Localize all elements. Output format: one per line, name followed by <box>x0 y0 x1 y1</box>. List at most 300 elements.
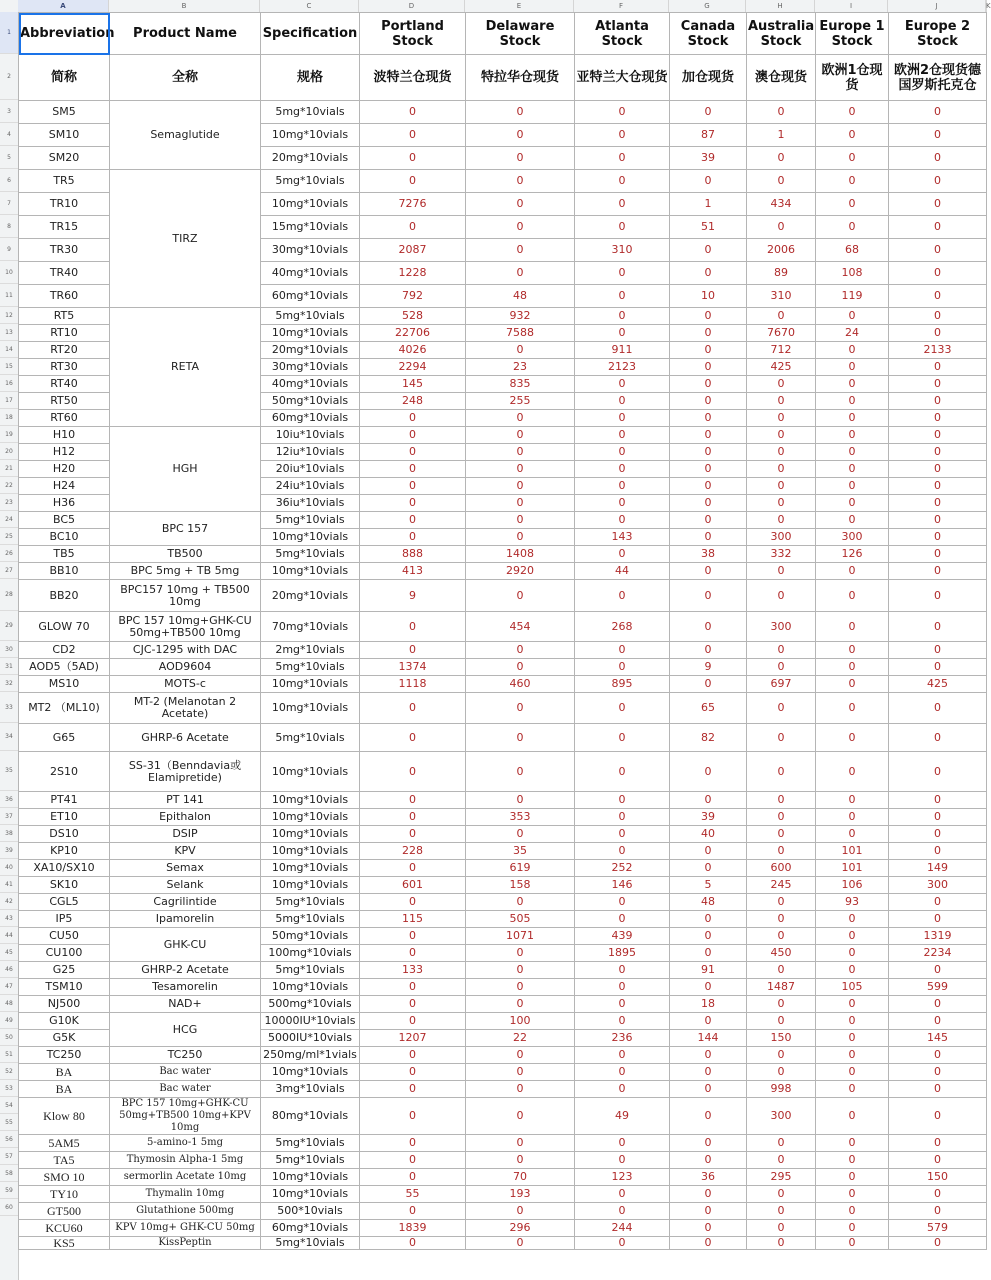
stock-cell-europe2[interactable]: 0 <box>889 546 987 563</box>
stock-cell-atlanta[interactable]: 0 <box>575 1186 670 1203</box>
product-cell[interactable]: PT 141 <box>110 792 261 809</box>
stock-cell-atlanta[interactable]: 0 <box>575 894 670 911</box>
abbr-cell[interactable]: G5K <box>19 1030 110 1047</box>
abbr-cell[interactable]: DS10 <box>19 826 110 843</box>
row-number[interactable]: 13 <box>0 324 18 341</box>
product-cell[interactable]: Tesamorelin <box>110 979 261 996</box>
stock-cell-delaware[interactable]: 0 <box>466 239 575 262</box>
row-number[interactable]: 22 <box>0 477 18 494</box>
abbr-cell[interactable]: RT30 <box>19 359 110 376</box>
row-number[interactable]: 20 <box>0 443 18 460</box>
stock-cell-atlanta[interactable]: 0 <box>575 809 670 826</box>
stock-cell-canada[interactable]: 0 <box>670 1203 747 1220</box>
abbr-cell[interactable]: TR10 <box>19 193 110 216</box>
product-cell[interactable]: Bac water <box>110 1064 261 1081</box>
stock-cell-australia[interactable]: 300 <box>747 1098 816 1135</box>
stock-cell-atlanta[interactable]: 0 <box>575 996 670 1013</box>
stock-cell-europe1[interactable]: 0 <box>816 911 889 928</box>
product-cell[interactable]: KPV 10mg+ GHK-CU 50mg <box>110 1220 261 1237</box>
stock-cell-canada[interactable]: 0 <box>670 262 747 285</box>
stock-cell-atlanta[interactable]: 0 <box>575 495 670 512</box>
stock-cell-portland[interactable]: 0 <box>360 1064 466 1081</box>
stock-cell-australia[interactable]: 7670 <box>747 325 816 342</box>
abbr-cell[interactable]: BA <box>19 1081 110 1098</box>
stock-cell-canada[interactable]: 0 <box>670 376 747 393</box>
stock-cell-portland[interactable]: 0 <box>360 1237 466 1250</box>
stock-cell-canada[interactable]: 0 <box>670 843 747 860</box>
stock-cell-europe2[interactable]: 0 <box>889 724 987 752</box>
header-delaware[interactable]: Delaware Stock <box>466 13 575 55</box>
stock-cell-australia[interactable]: 0 <box>747 693 816 724</box>
row-number[interactable]: 28 <box>0 579 18 611</box>
stock-cell-europe2[interactable]: 0 <box>889 894 987 911</box>
stock-cell-australia[interactable]: 0 <box>747 1047 816 1064</box>
stock-cell-europe2[interactable]: 0 <box>889 809 987 826</box>
stock-cell-europe2[interactable]: 300 <box>889 877 987 894</box>
spec-cell[interactable]: 10mg*10vials <box>261 1169 360 1186</box>
stock-cell-portland[interactable]: 528 <box>360 308 466 325</box>
abbr-cell[interactable]: AOD5（5AD) <box>19 659 110 676</box>
spec-cell[interactable]: 50mg*10vials <box>261 393 360 410</box>
column-header-E[interactable]: E <box>465 0 574 12</box>
stock-cell-australia[interactable]: 0 <box>747 563 816 580</box>
column-header-J[interactable]: J <box>888 0 986 12</box>
stock-cell-delaware[interactable]: 7588 <box>466 325 575 342</box>
stock-cell-australia[interactable]: 425 <box>747 359 816 376</box>
row-number[interactable]: 30 <box>0 641 18 658</box>
row-number[interactable]: 4 <box>0 123 18 146</box>
abbr-cell[interactable]: TA5 <box>19 1152 110 1169</box>
stock-cell-canada[interactable]: 0 <box>670 1152 747 1169</box>
stock-cell-canada[interactable]: 0 <box>670 1186 747 1203</box>
product-cell[interactable]: SS-31（Benndavia或 Elamipretide) <box>110 752 261 792</box>
stock-cell-atlanta[interactable]: 1895 <box>575 945 670 962</box>
stock-cell-canada[interactable]: 0 <box>670 427 747 444</box>
stock-cell-australia[interactable]: 0 <box>747 724 816 752</box>
spec-cell[interactable]: 5mg*10vials <box>261 1237 360 1250</box>
row-number[interactable]: 9 <box>0 238 18 261</box>
stock-cell-australia[interactable]: 0 <box>747 894 816 911</box>
product-cell[interactable]: GHK-CU <box>110 928 261 962</box>
stock-cell-europe1[interactable]: 0 <box>816 1013 889 1030</box>
row-number[interactable]: 7 <box>0 192 18 215</box>
stock-cell-delaware[interactable]: 0 <box>466 147 575 170</box>
header-abbr[interactable]: Abbreviation <box>19 13 110 55</box>
stock-cell-europe2[interactable]: 150 <box>889 1169 987 1186</box>
row-number[interactable]: 5 <box>0 146 18 169</box>
stock-cell-australia[interactable]: 0 <box>747 1135 816 1152</box>
product-cell[interactable]: GHRP-2 Acetate <box>110 962 261 979</box>
abbr-cell[interactable]: SMO 10 <box>19 1169 110 1186</box>
product-cell[interactable]: Epithalon <box>110 809 261 826</box>
stock-cell-canada[interactable]: 0 <box>670 1220 747 1237</box>
product-cell[interactable]: GHRP-6 Acetate <box>110 724 261 752</box>
stock-cell-europe2[interactable]: 0 <box>889 826 987 843</box>
stock-cell-europe2[interactable]: 0 <box>889 285 987 308</box>
stock-cell-australia[interactable]: 0 <box>747 809 816 826</box>
product-cell[interactable]: TIRZ <box>110 170 261 308</box>
stock-cell-canada[interactable]: 0 <box>670 1098 747 1135</box>
stock-cell-portland[interactable]: 0 <box>360 860 466 877</box>
stock-cell-atlanta[interactable]: 0 <box>575 170 670 193</box>
stock-cell-europe2[interactable]: 0 <box>889 1203 987 1220</box>
stock-cell-atlanta[interactable]: 0 <box>575 826 670 843</box>
stock-cell-europe1[interactable]: 0 <box>816 1169 889 1186</box>
stock-cell-europe1[interactable]: 0 <box>816 1081 889 1098</box>
stock-cell-europe2[interactable]: 0 <box>889 642 987 659</box>
stock-cell-europe1[interactable]: 0 <box>816 1186 889 1203</box>
stock-cell-canada[interactable]: 51 <box>670 216 747 239</box>
stock-cell-europe2[interactable]: 425 <box>889 676 987 693</box>
abbr-cell[interactable]: TSM10 <box>19 979 110 996</box>
stock-cell-atlanta[interactable]: 310 <box>575 239 670 262</box>
stock-cell-australia[interactable]: 0 <box>747 478 816 495</box>
stock-cell-atlanta[interactable]: 0 <box>575 1135 670 1152</box>
stock-cell-canada[interactable]: 0 <box>670 325 747 342</box>
stock-cell-canada[interactable]: 0 <box>670 1135 747 1152</box>
row-number[interactable]: 47 <box>0 978 18 995</box>
stock-cell-australia[interactable]: 0 <box>747 1220 816 1237</box>
abbr-cell[interactable]: PT41 <box>19 792 110 809</box>
stock-cell-portland[interactable]: 228 <box>360 843 466 860</box>
stock-cell-delaware[interactable]: 0 <box>466 101 575 124</box>
product-cell[interactable]: BPC 157 <box>110 512 261 546</box>
row-number[interactable]: 34 <box>0 723 18 751</box>
row-number[interactable]: 12 <box>0 307 18 324</box>
stock-cell-atlanta[interactable]: 123 <box>575 1169 670 1186</box>
stock-cell-europe2[interactable]: 0 <box>889 124 987 147</box>
stock-cell-delaware[interactable]: 0 <box>466 262 575 285</box>
stock-cell-europe2[interactable]: 0 <box>889 996 987 1013</box>
stock-cell-delaware[interactable]: 255 <box>466 393 575 410</box>
stock-cell-australia[interactable]: 0 <box>747 308 816 325</box>
stock-cell-europe1[interactable]: 0 <box>816 752 889 792</box>
abbr-cell[interactable]: BB10 <box>19 563 110 580</box>
stock-cell-europe2[interactable]: 0 <box>889 1098 987 1135</box>
stock-cell-europe2[interactable]: 0 <box>889 376 987 393</box>
abbr-cell[interactable]: GLOW 70 <box>19 612 110 642</box>
abbr-cell[interactable]: BC5 <box>19 512 110 529</box>
spec-cell[interactable]: 100mg*10vials <box>261 945 360 962</box>
product-cell[interactable]: HCG <box>110 1013 261 1047</box>
stock-cell-europe2[interactable]: 0 <box>889 170 987 193</box>
stock-cell-canada[interactable]: 0 <box>670 612 747 642</box>
stock-cell-europe2[interactable]: 0 <box>889 410 987 427</box>
stock-cell-europe2[interactable]: 0 <box>889 563 987 580</box>
stock-cell-europe2[interactable]: 0 <box>889 1064 987 1081</box>
header-cn-delaware[interactable]: 特拉华仓现货 <box>466 55 575 101</box>
stock-cell-europe2[interactable]: 0 <box>889 529 987 546</box>
row-number[interactable]: 37 <box>0 808 18 825</box>
stock-cell-atlanta[interactable]: 0 <box>575 101 670 124</box>
stock-cell-atlanta[interactable]: 0 <box>575 693 670 724</box>
stock-cell-australia[interactable]: 0 <box>747 1203 816 1220</box>
product-cell[interactable]: TC250 <box>110 1047 261 1064</box>
stock-cell-atlanta[interactable]: 0 <box>575 461 670 478</box>
stock-cell-portland[interactable]: 0 <box>360 461 466 478</box>
stock-cell-europe1[interactable]: 108 <box>816 262 889 285</box>
header-cn-europe2[interactable]: 欧洲2仓现货德国罗斯托克仓 <box>889 55 987 101</box>
stock-cell-delaware[interactable]: 0 <box>466 659 575 676</box>
column-header-I[interactable]: I <box>815 0 888 12</box>
spec-cell[interactable]: 3mg*10vials <box>261 1081 360 1098</box>
stock-cell-delaware[interactable]: 100 <box>466 1013 575 1030</box>
stock-cell-portland[interactable]: 601 <box>360 877 466 894</box>
stock-cell-delaware[interactable]: 0 <box>466 495 575 512</box>
stock-cell-delaware[interactable]: 0 <box>466 945 575 962</box>
spec-cell[interactable]: 15mg*10vials <box>261 216 360 239</box>
spec-cell[interactable]: 50mg*10vials <box>261 928 360 945</box>
stock-cell-delaware[interactable]: 0 <box>466 996 575 1013</box>
product-cell[interactable]: DSIP <box>110 826 261 843</box>
header-canada[interactable]: Canada Stock <box>670 13 747 55</box>
stock-cell-europe1[interactable]: 0 <box>816 809 889 826</box>
stock-cell-canada[interactable]: 39 <box>670 809 747 826</box>
row-number[interactable]: 19 <box>0 426 18 443</box>
stock-cell-portland[interactable]: 413 <box>360 563 466 580</box>
stock-cell-delaware[interactable]: 0 <box>466 410 575 427</box>
stock-cell-europe2[interactable]: 0 <box>889 512 987 529</box>
stock-cell-australia[interactable]: 1 <box>747 124 816 147</box>
stock-cell-canada[interactable]: 9 <box>670 659 747 676</box>
stock-cell-europe1[interactable]: 93 <box>816 894 889 911</box>
stock-cell-delaware[interactable]: 2920 <box>466 563 575 580</box>
stock-cell-canada[interactable]: 0 <box>670 444 747 461</box>
spec-cell[interactable]: 10mg*10vials <box>261 979 360 996</box>
spec-cell[interactable]: 10000IU*10vials <box>261 1013 360 1030</box>
product-cell[interactable]: Semax <box>110 860 261 877</box>
stock-cell-portland[interactable]: 9 <box>360 580 466 612</box>
stock-cell-delaware[interactable]: 1408 <box>466 546 575 563</box>
abbr-cell[interactable]: 5AM5 <box>19 1135 110 1152</box>
abbr-cell[interactable]: CU50 <box>19 928 110 945</box>
stock-cell-canada[interactable]: 0 <box>670 928 747 945</box>
row-number[interactable]: 59 <box>0 1182 18 1199</box>
stock-cell-delaware[interactable]: 0 <box>466 216 575 239</box>
stock-cell-portland[interactable]: 0 <box>360 792 466 809</box>
spec-cell[interactable]: 10mg*10vials <box>261 843 360 860</box>
stock-cell-atlanta[interactable]: 911 <box>575 342 670 359</box>
stock-cell-europe1[interactable]: 0 <box>816 826 889 843</box>
stock-cell-atlanta[interactable]: 244 <box>575 1220 670 1237</box>
stock-cell-australia[interactable]: 0 <box>747 1186 816 1203</box>
stock-cell-europe1[interactable]: 0 <box>816 996 889 1013</box>
stock-cell-europe2[interactable]: 0 <box>889 612 987 642</box>
spec-cell[interactable]: 10mg*10vials <box>261 809 360 826</box>
stock-cell-atlanta[interactable]: 0 <box>575 512 670 529</box>
stock-cell-portland[interactable]: 0 <box>360 170 466 193</box>
spec-cell[interactable]: 5mg*10vials <box>261 1152 360 1169</box>
abbr-cell[interactable]: 2S10 <box>19 752 110 792</box>
stock-cell-portland[interactable]: 0 <box>360 826 466 843</box>
abbr-cell[interactable]: MT2 （ML10) <box>19 693 110 724</box>
column-header-G[interactable]: G <box>669 0 746 12</box>
spec-cell[interactable]: 500mg*10vials <box>261 996 360 1013</box>
stock-cell-portland[interactable]: 0 <box>360 216 466 239</box>
header-cn-atlanta[interactable]: 亚特兰大仓现货 <box>575 55 670 101</box>
stock-cell-australia[interactable]: 0 <box>747 410 816 427</box>
row-number[interactable]: 3 <box>0 100 18 123</box>
stock-cell-portland[interactable]: 0 <box>360 642 466 659</box>
stock-cell-portland[interactable]: 0 <box>360 147 466 170</box>
stock-cell-europe2[interactable]: 0 <box>889 1135 987 1152</box>
spec-cell[interactable]: 10mg*10vials <box>261 877 360 894</box>
stock-cell-canada[interactable]: 0 <box>670 860 747 877</box>
stock-cell-atlanta[interactable]: 252 <box>575 860 670 877</box>
stock-cell-delaware[interactable]: 0 <box>466 478 575 495</box>
stock-cell-australia[interactable]: 0 <box>747 1013 816 1030</box>
row-number[interactable]: 8 <box>0 215 18 238</box>
abbr-cell[interactable]: BB20 <box>19 580 110 612</box>
stock-cell-australia[interactable]: 300 <box>747 612 816 642</box>
stock-cell-portland[interactable]: 0 <box>360 1098 466 1135</box>
product-cell[interactable]: Ipamorelin <box>110 911 261 928</box>
stock-cell-atlanta[interactable]: 143 <box>575 529 670 546</box>
stock-cell-atlanta[interactable]: 0 <box>575 308 670 325</box>
stock-cell-delaware[interactable]: 0 <box>466 1047 575 1064</box>
stock-cell-canada[interactable]: 65 <box>670 693 747 724</box>
stock-cell-europe2[interactable]: 0 <box>889 1237 987 1250</box>
stock-cell-canada[interactable]: 0 <box>670 170 747 193</box>
spec-cell[interactable]: 5mg*10vials <box>261 962 360 979</box>
stock-cell-delaware[interactable]: 0 <box>466 642 575 659</box>
product-cell[interactable]: Bac water <box>110 1081 261 1098</box>
abbr-cell[interactable]: TR40 <box>19 262 110 285</box>
stock-cell-portland[interactable]: 0 <box>360 693 466 724</box>
abbr-cell[interactable]: RT60 <box>19 410 110 427</box>
stock-cell-portland[interactable]: 0 <box>360 124 466 147</box>
header-europe2[interactable]: Europe 2 Stock <box>889 13 987 55</box>
row-number[interactable]: 35 <box>0 751 18 791</box>
stock-cell-atlanta[interactable]: 0 <box>575 1047 670 1064</box>
stock-cell-atlanta[interactable]: 0 <box>575 325 670 342</box>
stock-cell-australia[interactable]: 450 <box>747 945 816 962</box>
row-number[interactable]: 51 <box>0 1046 18 1063</box>
stock-cell-delaware[interactable]: 0 <box>466 461 575 478</box>
spec-cell[interactable]: 10mg*10vials <box>261 676 360 693</box>
row-number[interactable]: 6 <box>0 169 18 192</box>
stock-cell-canada[interactable]: 0 <box>670 461 747 478</box>
stock-cell-europe2[interactable]: 0 <box>889 1152 987 1169</box>
stock-cell-delaware[interactable]: 0 <box>466 752 575 792</box>
spec-cell[interactable]: 10mg*10vials <box>261 325 360 342</box>
stock-cell-delaware[interactable]: 0 <box>466 170 575 193</box>
stock-cell-canada[interactable]: 0 <box>670 563 747 580</box>
stock-cell-portland[interactable]: 0 <box>360 1081 466 1098</box>
stock-cell-atlanta[interactable]: 0 <box>575 1237 670 1250</box>
product-cell[interactable]: HGH <box>110 427 261 512</box>
row-number[interactable]: 46 <box>0 961 18 978</box>
row-number[interactable]: 43 <box>0 910 18 927</box>
stock-cell-portland[interactable]: 0 <box>360 752 466 792</box>
abbr-cell[interactable]: G10K <box>19 1013 110 1030</box>
stock-cell-europe1[interactable]: 126 <box>816 546 889 563</box>
stock-cell-europe1[interactable]: 68 <box>816 239 889 262</box>
product-cell[interactable]: AOD9604 <box>110 659 261 676</box>
stock-cell-canada[interactable]: 87 <box>670 124 747 147</box>
stock-cell-atlanta[interactable]: 0 <box>575 427 670 444</box>
row-number[interactable]: 48 <box>0 995 18 1012</box>
abbr-cell[interactable]: RT50 <box>19 393 110 410</box>
stock-cell-portland[interactable]: 7276 <box>360 193 466 216</box>
stock-cell-europe2[interactable]: 0 <box>889 1081 987 1098</box>
row-number[interactable]: 18 <box>0 409 18 426</box>
stock-cell-atlanta[interactable]: 0 <box>575 393 670 410</box>
row-number[interactable]: 1 <box>0 12 18 54</box>
row-number[interactable]: 50 <box>0 1029 18 1046</box>
stock-cell-canada[interactable]: 0 <box>670 1064 747 1081</box>
stock-cell-portland[interactable]: 0 <box>360 724 466 752</box>
stock-cell-europe1[interactable]: 106 <box>816 877 889 894</box>
stock-cell-australia[interactable]: 0 <box>747 1237 816 1250</box>
stock-cell-australia[interactable]: 0 <box>747 580 816 612</box>
stock-cell-portland[interactable]: 0 <box>360 996 466 1013</box>
row-number[interactable]: 23 <box>0 494 18 511</box>
spec-cell[interactable]: 20mg*10vials <box>261 147 360 170</box>
stock-cell-europe1[interactable]: 0 <box>816 642 889 659</box>
product-cell[interactable]: Selank <box>110 877 261 894</box>
header-australia[interactable]: Australia Stock <box>747 13 816 55</box>
stock-cell-europe2[interactable]: 0 <box>889 216 987 239</box>
stock-cell-portland[interactable]: 133 <box>360 962 466 979</box>
product-cell[interactable]: 5-amino-1 5mg <box>110 1135 261 1152</box>
stock-cell-europe1[interactable]: 101 <box>816 843 889 860</box>
spec-cell[interactable]: 5mg*10vials <box>261 546 360 563</box>
stock-cell-europe1[interactable]: 0 <box>816 216 889 239</box>
stock-cell-delaware[interactable]: 0 <box>466 826 575 843</box>
abbr-cell[interactable]: BA <box>19 1064 110 1081</box>
stock-cell-australia[interactable]: 0 <box>747 444 816 461</box>
stock-cell-canada[interactable]: 0 <box>670 239 747 262</box>
stock-cell-delaware[interactable]: 0 <box>466 342 575 359</box>
stock-cell-canada[interactable]: 10 <box>670 285 747 308</box>
spec-cell[interactable]: 10mg*10vials <box>261 124 360 147</box>
stock-cell-europe1[interactable]: 0 <box>816 410 889 427</box>
abbr-cell[interactable]: TB5 <box>19 546 110 563</box>
stock-cell-australia[interactable]: 245 <box>747 877 816 894</box>
stock-cell-europe1[interactable]: 0 <box>816 359 889 376</box>
stock-cell-europe2[interactable]: 0 <box>889 444 987 461</box>
row-number[interactable]: 54 <box>0 1097 18 1114</box>
stock-cell-europe1[interactable]: 0 <box>816 427 889 444</box>
product-cell[interactable]: Cagrilintide <box>110 894 261 911</box>
product-cell[interactable]: Semaglutide <box>110 101 261 170</box>
stock-cell-portland[interactable]: 0 <box>360 945 466 962</box>
stock-cell-atlanta[interactable]: 895 <box>575 676 670 693</box>
stock-cell-australia[interactable]: 0 <box>747 642 816 659</box>
abbr-cell[interactable]: CU100 <box>19 945 110 962</box>
stock-cell-portland[interactable]: 1374 <box>360 659 466 676</box>
abbr-cell[interactable]: RT20 <box>19 342 110 359</box>
stock-cell-canada[interactable]: 82 <box>670 724 747 752</box>
spec-cell[interactable]: 500*10vials <box>261 1203 360 1220</box>
spec-cell[interactable]: 40mg*10vials <box>261 376 360 393</box>
stock-cell-portland[interactable]: 0 <box>360 1203 466 1220</box>
stock-cell-delaware[interactable]: 0 <box>466 1203 575 1220</box>
stock-cell-europe2[interactable]: 0 <box>889 962 987 979</box>
row-number[interactable]: 42 <box>0 893 18 910</box>
stock-cell-europe2[interactable]: 149 <box>889 860 987 877</box>
spec-cell[interactable]: 2mg*10vials <box>261 642 360 659</box>
spec-cell[interactable]: 70mg*10vials <box>261 612 360 642</box>
stock-cell-europe2[interactable]: 0 <box>889 752 987 792</box>
stock-cell-portland[interactable]: 0 <box>360 478 466 495</box>
stock-cell-portland[interactable]: 2087 <box>360 239 466 262</box>
stock-cell-portland[interactable]: 0 <box>360 1135 466 1152</box>
stock-cell-atlanta[interactable]: 0 <box>575 843 670 860</box>
row-number[interactable]: 11 <box>0 284 18 307</box>
stock-cell-portland[interactable]: 22706 <box>360 325 466 342</box>
